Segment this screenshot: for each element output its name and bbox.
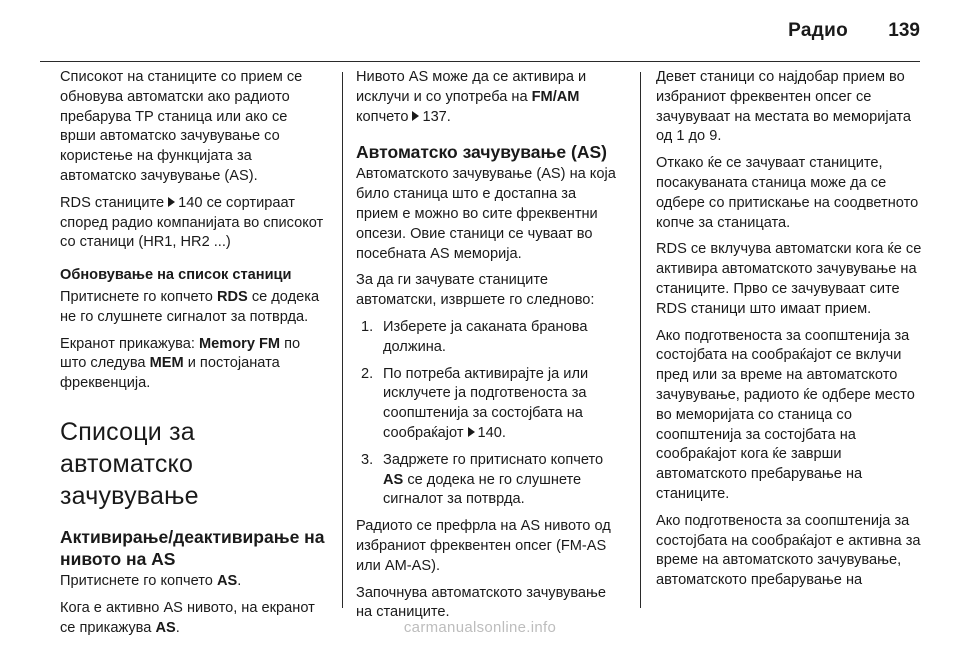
text: Екранот прикажува: (60, 335, 195, 352)
text: RDS станиците (60, 194, 165, 211)
text: и постојаната фреквенција. (60, 355, 280, 392)
page-reference-icon (412, 111, 419, 121)
text: Изберете ја саканата бранова должина. (383, 318, 588, 355)
column-divider (640, 72, 641, 608)
paragraph: Откако ќе се зачуваат станиците, посакуваната станица може да се одбере со притискање на соодветното копче за станицата. (656, 155, 919, 231)
list-item (356, 318, 622, 358)
page-header (0, 0, 960, 62)
button-label: AS (216, 572, 238, 589)
chapter-heading: Списоци за автоматско зачувување (60, 417, 199, 510)
display-text: Memory FM (198, 335, 281, 352)
text: Кога е активно AS нивото, на екранот се прикажува (60, 599, 315, 636)
page-reference-icon (168, 197, 175, 207)
paragraph (60, 288, 326, 328)
paragraph: Автоматското зачувување (AS) на која било станица што е достапна за прием е можно во сите фреквентни опсези. Овие станици се чуваат во посебната AS меморија. (356, 166, 616, 262)
paragraph: Радиото се префрла на AS нивото од избраниот фреквентен опсег (FM-AS или AM-AS). (356, 518, 611, 574)
paragraph (60, 194, 326, 253)
page-number: 139 (888, 20, 920, 41)
text: Задржете го притиснато копчето (383, 451, 604, 468)
text: се додека не го слушнете сигналот за потврда. (383, 471, 582, 508)
button-label: RDS (216, 288, 248, 305)
column-divider (342, 72, 343, 608)
button-label: AS (383, 471, 404, 488)
section-heading: Автоматско зачувување (AS) (356, 142, 607, 163)
text: копчето (356, 108, 409, 125)
paragraph (356, 68, 622, 127)
step-number: 2. (361, 365, 374, 382)
section-heading: Обновување на список станици (60, 267, 292, 284)
list-item (356, 451, 622, 510)
paragraph: Започнува автоматското зачувување на станиците. (356, 584, 607, 621)
paragraph: RDS се вклучува автоматски кога ќе се активира автоматското зачувување на станиците. Прво се зачувуваат сите RDS станици што имаат прием. (656, 241, 922, 317)
paragraph: Списокот на станиците со прием се обновува автоматски ако радиото пребарува TP станица или ако се врши автоматско зачувување со користење на функцијата за автоматско зачувување (AS). (60, 69, 303, 184)
page-reference: 137. (422, 108, 451, 125)
display-text: AS (155, 619, 176, 636)
step-number: 3. (361, 451, 374, 468)
page-title: Радио (788, 20, 848, 41)
column-2 (356, 68, 622, 630)
paragraph: Ако подготвеноста за соопштенија за состојбата на сообраќајот е активна за време на автоматското зачувување, автоматското пребарување на (656, 512, 921, 589)
list-item (356, 365, 622, 444)
column-3 (656, 68, 922, 598)
page-reference: 140. (477, 424, 506, 441)
paragraph (60, 572, 326, 592)
display-text: MEM (149, 355, 184, 372)
watermark: carmanualsonline.info (403, 619, 557, 636)
text: . (237, 572, 242, 589)
page-reference-icon (468, 427, 475, 437)
text: Притиснете го копчето (60, 288, 213, 305)
text: 140 се сортираат според радио компанијата во списокот со станици (HR1, HR2 ...) (60, 194, 324, 251)
text: по што следува (60, 335, 301, 372)
section-heading: Активирање/деактивирање на нивото на AS (60, 526, 325, 569)
steps-list (356, 318, 622, 510)
step-number: 1. (361, 318, 374, 335)
text: Нивото AS може да се активира и исклучи и со употреба на (356, 69, 587, 105)
button-label: FM/AM (531, 88, 580, 105)
paragraph: Девет станици со најдобар прием во избраниот фреквентен опсег се зачувуваат на местата во меморијата од 1 до 9. (656, 69, 912, 145)
paragraph: Ако подготвеноста за соопштенија за состојбата на сообраќајот се вклучи пред или за време на автоматското зачувување, радиото ќе одбере место во меморијата со станица со соопштенија за состојбата на сообраќајот кога ќе заврши автоматското пребарување на станиците. (656, 327, 915, 502)
column-1 (60, 68, 326, 645)
text: Притиснете го копчето (60, 572, 213, 589)
paragraph (60, 335, 326, 394)
text: . (175, 619, 180, 636)
text: По потреба активирајте ја или исклучете ја подготвеноста за соопштенија за состојбата на сообраќајот (383, 365, 589, 441)
header-divider (40, 61, 920, 62)
text: се додека не го слушнете сигналот за потврда. (60, 288, 320, 325)
paragraph: За да ги зачувате станиците автоматски, извршете го следново: (356, 272, 595, 309)
